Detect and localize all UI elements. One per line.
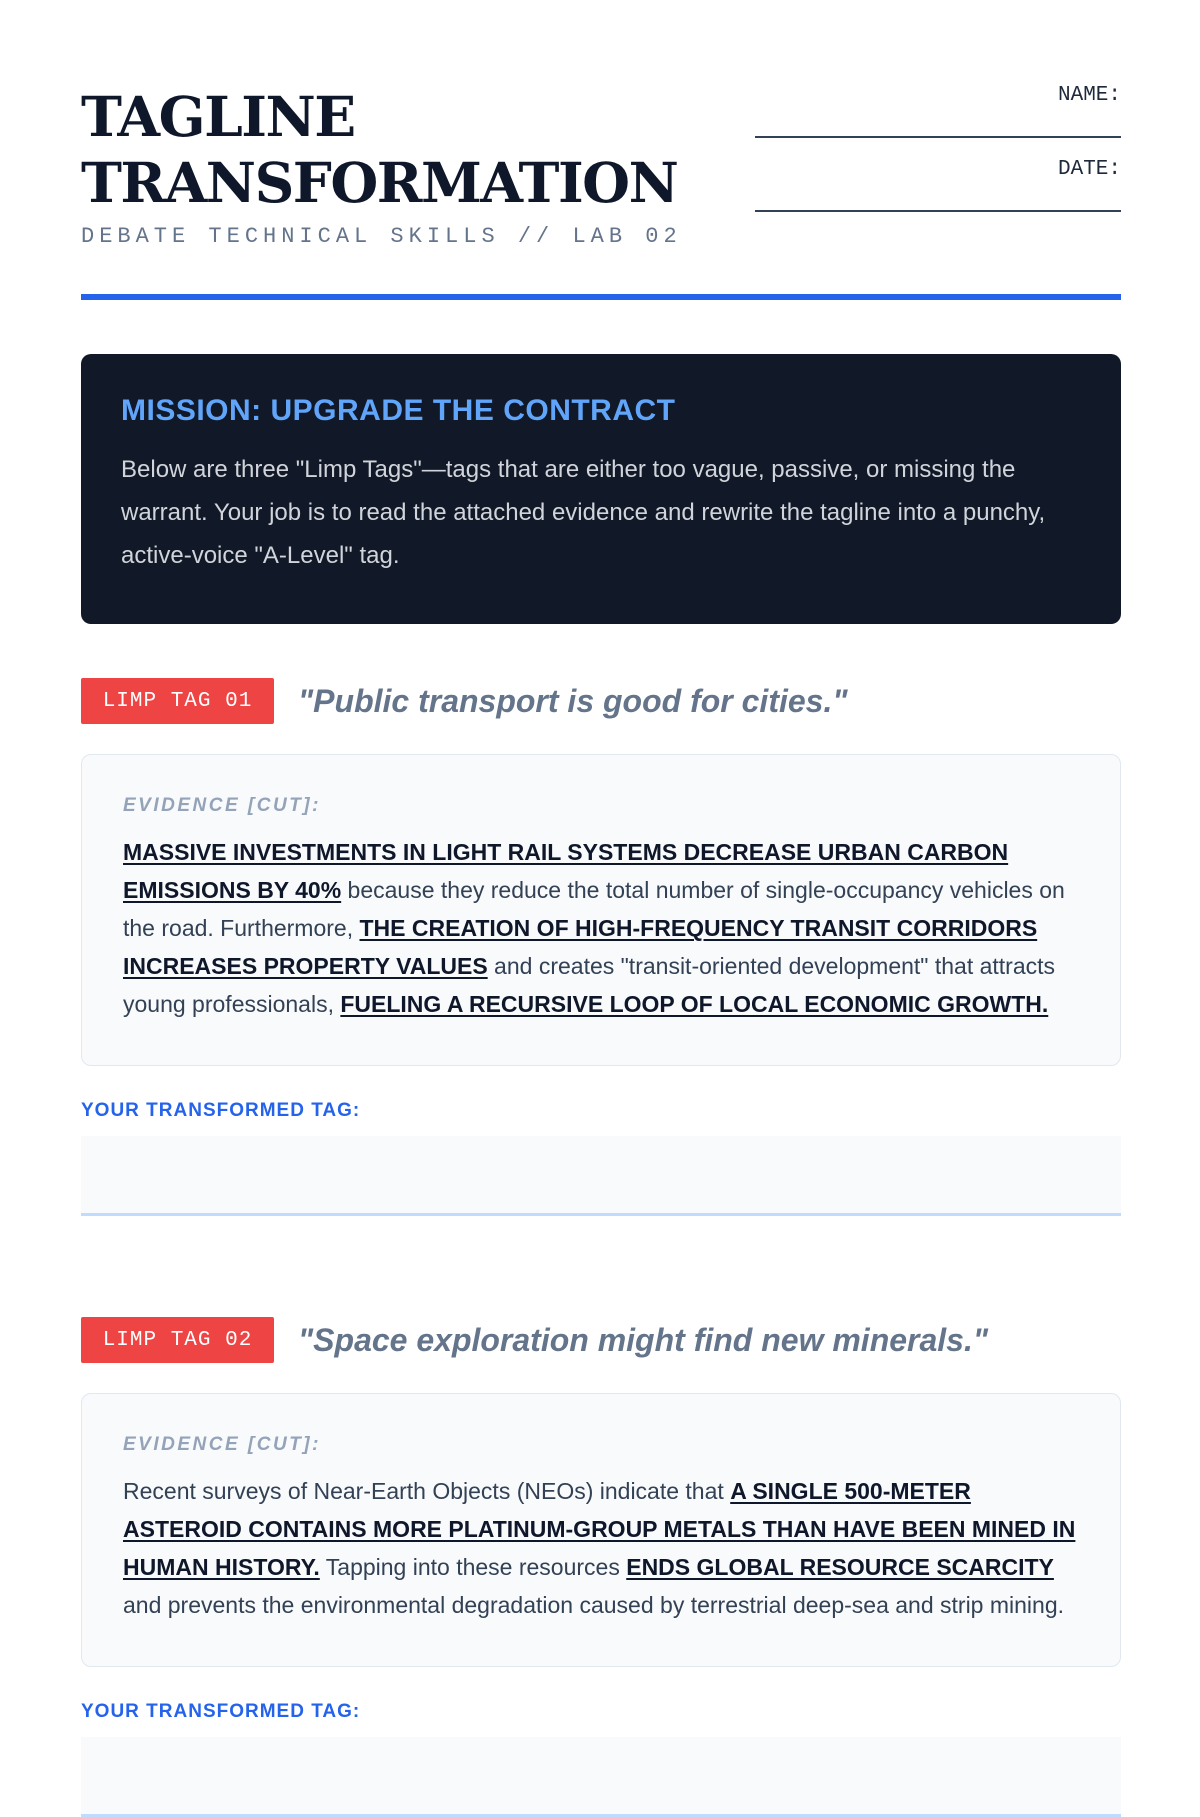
answer-label: YOUR TRANSFORMED TAG: [81,1100,361,1121]
limp-tag-badge: LIMP TAG 02 [81,1317,274,1363]
evidence-highlight: THE CREATION OF HIGH-FREQUENCY TRANSIT CORRIDORS INCREASES PROPERTY VALUES [123,915,1038,979]
evidence-plain: and creates "transit-oriented development" that attracts young professionals, [123,953,1056,1017]
evidence-plain: and prevents the environmental degradation caused by terrestrial deep-sea and strip mining. [123,1592,1065,1618]
evidence-text [123,833,1080,1023]
header-divider [81,294,1121,300]
limp-tag-quote: "Public transport is good for cities." [298,683,848,719]
limp-tag-badge: LIMP TAG 01 [81,678,274,724]
limp-tag-section-1 [81,678,1121,1216]
evidence-plain: Recent surveys of Near-Earth Objects (NEOs) indicate that [123,1478,731,1504]
date-field[interactable] [755,210,1121,212]
answer-label: YOUR TRANSFORMED TAG: [81,1701,361,1722]
evidence-plain: Tapping into these resources [319,1554,627,1580]
transformed-tag-input[interactable] [81,1737,1121,1817]
page-subtitle: DEBATE TECHNICAL SKILLS // LAB 02 [81,224,682,249]
evidence-plain: because they reduce the total number of single-occupancy vehicles on the road. Furthermore, [123,877,1065,941]
page-title-line-1: TAGLINE [81,84,355,149]
name-row [755,84,1121,158]
student-info [755,84,1121,232]
limp-tag-quote: "Space exploration might find new minerals." [298,1322,989,1358]
name-label: NAME: [1057,84,1121,107]
worksheet-header [81,84,1121,304]
mission-panel [81,354,1121,624]
evidence-card [81,754,1121,1066]
mission-description: Below are three "Limp Tags"—tags that are either too vague, passive, or missing the warrant. Your job is to read the attached evidence and rewrite the tagline into a punchy, active-voice "A-Level" tag. [121,456,1046,569]
date-label: DATE: [1057,158,1121,181]
transformed-tag-input[interactable] [81,1136,1121,1216]
evidence-highlight: MASSIVE INVESTMENTS IN LIGHT RAIL SYSTEMS DECREASE URBAN CARBON EMISSIONS BY 40% [123,839,1009,903]
evidence-highlight: FUELING A RECURSIVE LOOP OF LOCAL ECONOMIC GROWTH. [340,991,1049,1017]
limp-tag-section-2 [81,1317,1121,1817]
page-title-line-2: TRANSFORMATION [81,150,678,215]
evidence-highlight: A SINGLE 500-METER ASTEROID CONTAINS MORE PLATINUM-GROUP METALS THAN HAVE BEEN MINED IN HUMAN HISTORY. [123,1478,1076,1580]
mission-title: MISSION: UPGRADE THE CONTRACT [121,394,676,427]
evidence-text [123,1472,1080,1624]
evidence-highlight: ENDS GLOBAL RESOURCE SCARCITY [626,1554,1054,1580]
date-row [755,158,1121,232]
limp-tag-header [81,1317,1121,1367]
evidence-label: EVIDENCE [CUT]: [123,1434,321,1455]
name-field[interactable] [755,136,1121,138]
limp-tag-header [81,678,1121,728]
evidence-card [81,1393,1121,1667]
evidence-label: EVIDENCE [CUT]: [123,795,321,816]
